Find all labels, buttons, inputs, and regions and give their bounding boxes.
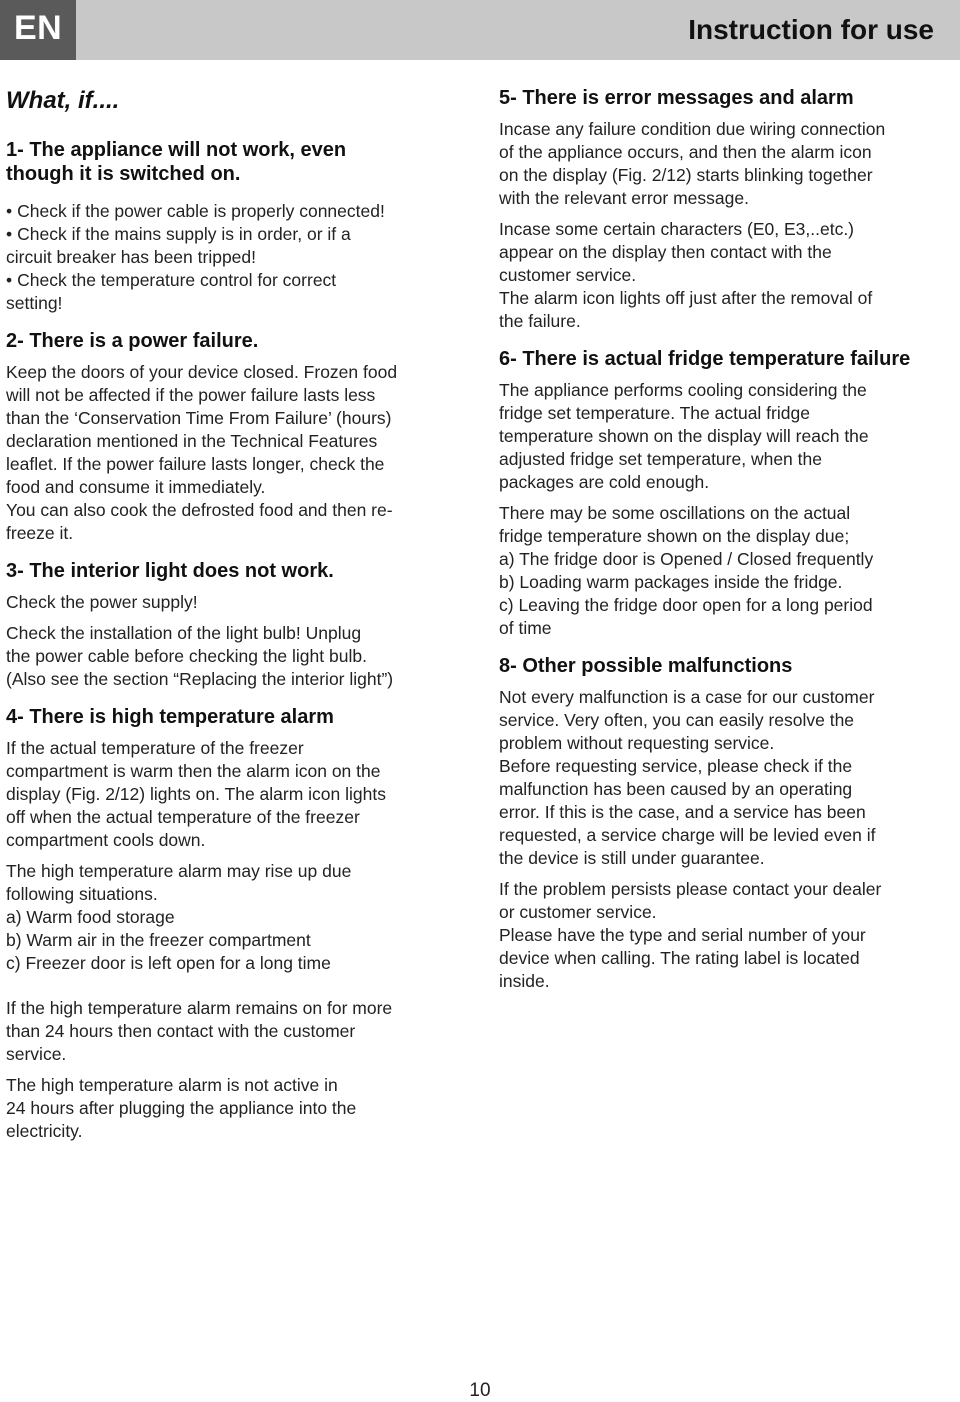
section-1-title-line: 1- The appliance will not work, even: [6, 139, 347, 161]
section-1-title: [6, 138, 458, 186]
list-item-continuation: setting!: [6, 293, 63, 313]
page-header: [0, 0, 960, 60]
section-3-title: 3- The interior light does not work.: [6, 560, 334, 582]
right-column: [499, 86, 947, 993]
section-4-text: The high temperature alarm may rise up due following situations. a) Warm food storage b) Warm air in the freezer compartment c) Freezer door is left open for a long time: [6, 861, 352, 973]
section-6-text: The appliance performs cooling considering the fridge set temperature. The actual fridge temperature shown on the display will reach the adjusted fridge set temperature, when the packages are cold enough.: [499, 380, 869, 492]
section-2-text: Keep the doors of your device closed. Frozen food will not be affected if the power failure lasts less than the ‘Conservation Time From Failure’ (hours) declaration mentioned in the Technical Features leaflet. If the power failure lasts longer, check the food and consume it immediately. You can also cook the defrosted food and then re- freeze it.: [6, 362, 398, 543]
bullet-icon: •: [6, 270, 13, 290]
list-item-continuation: circuit breaker has been tripped!: [6, 247, 256, 267]
section-5-text: Incase any failure condition due wiring connection of the appliance occurs, and then the alarm icon on the display (Fig. 2/12) starts blinking together with the relevant error message.: [499, 119, 886, 208]
section-6-text: There may be some oscillations on the actual fridge temperature shown on the display due; a) The fridge door is Opened / Closed frequently b) Loading warm packages inside the fridge. c) Leaving the fridge door open for a long period of time: [499, 503, 874, 638]
section-8-title: 8- Other possible malfunctions: [499, 655, 793, 677]
section-1-checklist: [6, 200, 458, 315]
list-item: • Check if the mains supply is in order, or if a: [6, 224, 351, 244]
section-1-title-line: though it is switched on.: [6, 163, 241, 185]
page-number: 10: [469, 1380, 491, 1401]
section-6-title: 6- There is actual fridge temperature failure: [499, 348, 911, 370]
section-5-title: 5- There is error messages and alarm: [499, 87, 854, 109]
page-heading: What, if....: [6, 87, 120, 114]
section-4-text: The high temperature alarm is not active in 24 hours after plugging the appliance into the electricity.: [6, 1075, 357, 1141]
section-3-text: Check the installation of the light bulb! Unplug the power cable before checking the light bulb. (Also see the section “Replacing the interior light”): [6, 623, 394, 689]
left-column: [6, 86, 458, 1143]
section-4-title: 4- There is high temperature alarm: [6, 706, 334, 728]
bullet-icon: •: [6, 224, 13, 244]
section-8-text: If the problem persists please contact your dealer or customer service. Please have the type and serial number of your device when calling. The rating label is located inside.: [499, 879, 882, 991]
language-code: EN: [14, 9, 63, 47]
section-4-text: If the actual temperature of the freezer compartment is warm then the alarm icon on the display (Fig. 2/12) lights on. The alarm icon lights off when the actual temperature of the freezer compartment cools down.: [6, 738, 386, 850]
bullet-icon: •: [6, 201, 13, 221]
section-5-text: Incase some certain characters (E0, E3,..etc.) appear on the display then contact with the customer service. The alarm icon lights off just after the removal of the failure.: [499, 219, 873, 331]
list-item: • Check if the power cable is properly connected!: [6, 201, 385, 221]
section-3-text: Check the power supply!: [6, 592, 198, 612]
list-item: • Check the temperature control for correct: [6, 270, 337, 290]
header-title: Instruction for use: [688, 14, 934, 45]
language-badge: [0, 0, 76, 60]
section-8-text: Not every malfunction is a case for our customer service. Very often, you can easily resolve the problem without requesting service. Before requesting service, please check if the malfunction has been caused by an operating error. If this is the case, and a service has been requested, a service charge will be levied even if the device is still under guarantee.: [499, 687, 876, 868]
section-2-title: 2- There is a power failure.: [6, 330, 259, 352]
section-4-text: If the high temperature alarm remains on for more than 24 hours then contact with the customer service.: [6, 998, 393, 1064]
